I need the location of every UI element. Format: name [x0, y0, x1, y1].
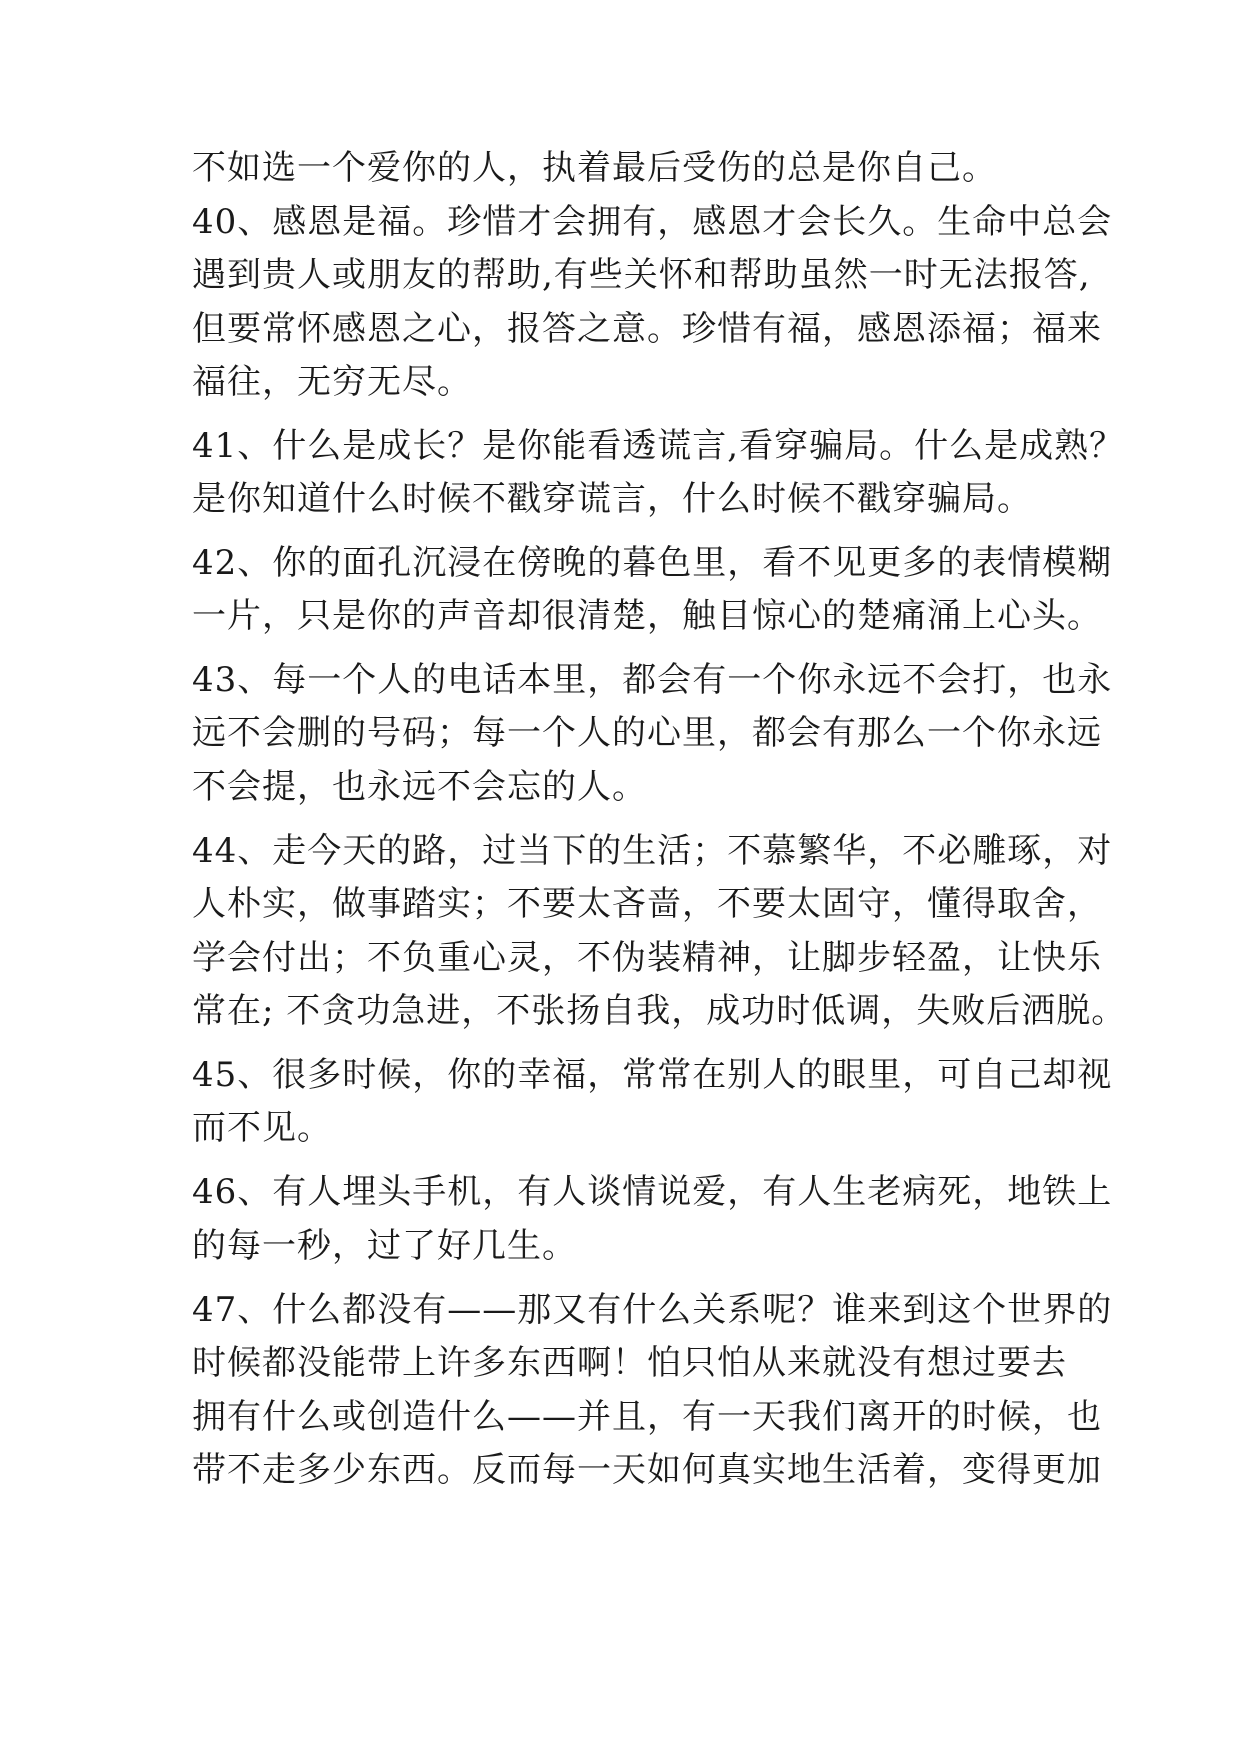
- text-line: 人朴实，做事踏实；不要太吝啬，不要太固守，懂得取舍，: [192, 884, 1102, 924]
- text-line: 不会提，也永远不会忘的人。: [192, 767, 647, 807]
- text-line: 拥有什么或创造什么——并且，有一天我们离开的时候，也: [192, 1397, 1102, 1437]
- text-line: 的每一秒，过了好几生。: [192, 1226, 577, 1266]
- text-line: 42、你的面孔沉浸在傍晚的暮色里，看不见更多的表情模糊: [192, 543, 1113, 583]
- text-line: 41、什么是成长？是你能看透谎言,看穿骗局。什么是成熟？: [192, 426, 1125, 466]
- text-line: 福往，无穷无尽。: [192, 362, 472, 402]
- text-line: 学会付出；不负重心灵，不伪装精神，让脚步轻盈，让快乐: [192, 938, 1102, 978]
- text-line: 远不会删的号码；每一个人的心里，都会有那么一个你永远: [192, 713, 1102, 753]
- text-line: 40、感恩是福。珍惜才会拥有，感恩才会长久。生命中总会: [192, 202, 1113, 242]
- text-line: 47、什么都没有——那又有什么关系呢？谁来到这个世界的: [192, 1290, 1113, 1330]
- text-line: 不如选一个爱你的人，执着最后受伤的总是你自己。: [192, 148, 997, 188]
- text-line: 带不走多少东西。反而每一天如何真实地生活着，变得更加: [192, 1450, 1102, 1490]
- text-line: 但要常怀感恩之心，报答之意。珍惜有福，感恩添福；福来: [192, 309, 1102, 349]
- text-line: 而不见。: [192, 1108, 332, 1148]
- text-line: 44、走今天的路，过当下的生活；不慕繁华，不必雕琢，对: [192, 831, 1113, 871]
- text-line: 是你知道什么时候不戳穿谎言，什么时候不戳穿骗局。: [192, 479, 1032, 519]
- text-line: 常在; 不贪功急进，不张扬自我，成功时低调，失败后洒脱。: [192, 991, 1127, 1031]
- text-line: 46、有人埋头手机，有人谈情说爱，有人生老病死，地铁上: [192, 1172, 1113, 1212]
- text-line: 一片，只是你的声音却很清楚，触目惊心的楚痛涌上心头。: [192, 596, 1102, 636]
- text-line: 遇到贵人或朋友的帮助,有些关怀和帮助虽然一时无法报答,: [192, 255, 1091, 295]
- text-line: 45、很多时候，你的幸福，常常在别人的眼里，可自己却视: [192, 1055, 1113, 1095]
- text-line: 43、每一个人的电话本里，都会有一个你永远不会打，也永: [192, 660, 1113, 700]
- text-line: 时候都没能带上许多东西啊！怕只怕从来就没有想过要去: [192, 1343, 1067, 1383]
